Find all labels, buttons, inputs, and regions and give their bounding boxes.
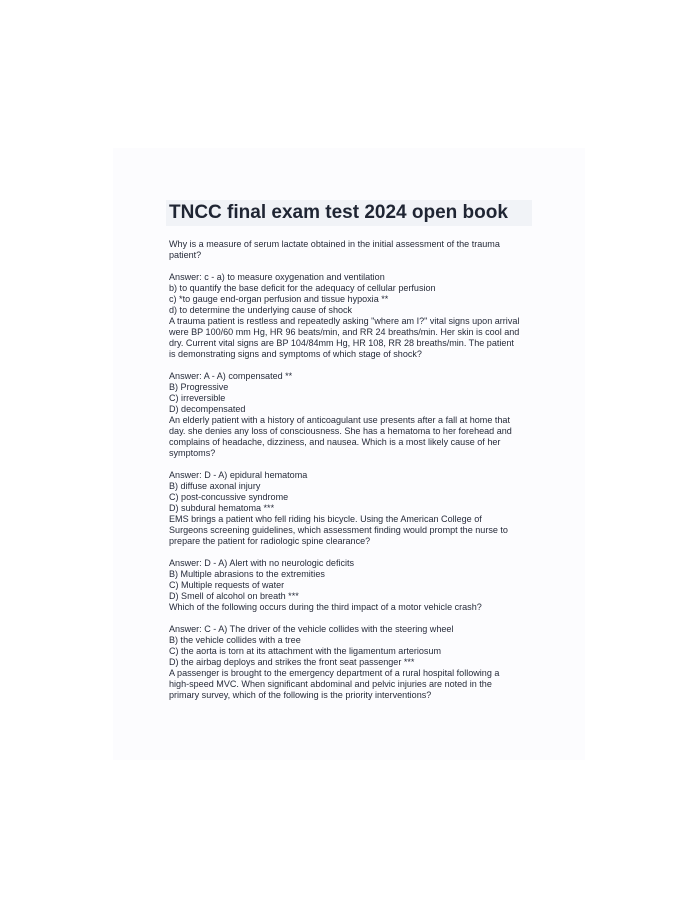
text-line: symptoms? (169, 448, 216, 458)
text-line: high-speed MVC. When significant abdominal and pelvic injuries are noted in the (169, 679, 492, 689)
text-line: C) irreversible (169, 393, 226, 403)
text-line: A passenger is brought to the emergency department of a rural hospital following a (169, 668, 500, 678)
blank-line (169, 547, 541, 558)
blank-line (169, 360, 541, 371)
text-line: Which of the following occurs during the third impact of a motor vehicle crash? (169, 602, 482, 612)
text-line: B) Progressive (169, 382, 229, 392)
text-line: Why is a measure of serum lactate obtained in the initial assessment of the trauma (169, 239, 500, 249)
text-line: d) to determine the underlying cause of shock (169, 305, 353, 315)
text-line: Answer: D - A) Alert with no neurologic deficits (169, 558, 355, 568)
text-line: Answer: c - a) to measure oxygenation and ventilation (169, 272, 385, 282)
text-line: EMS brings a patient who fell riding his bicycle. Using the American College of (169, 514, 482, 524)
text-line: day. she denies any loss of consciousness. She has a hematoma to her forehead and (169, 426, 512, 436)
text-line: c) *to gauge end-organ perfusion and tissue hypoxia ** (169, 294, 389, 304)
text-line: Answer: C - A) The driver of the vehicle collides with the steering wheel (169, 624, 454, 634)
text-line: b) to quantify the base deficit for the adequacy of cellular perfusion (169, 283, 436, 293)
text-line: D) the airbag deploys and strikes the front seat passenger *** (169, 657, 415, 667)
text-line: primary survey, which of the following is the priority interventions? (169, 690, 432, 700)
blank-line (169, 613, 541, 624)
text-line: A trauma patient is restless and repeatedly asking "where am I?" vital signs upon arrival (169, 316, 520, 326)
text-line: C) post-concussive syndrome (169, 492, 289, 502)
text-line: Answer: D - A) epidural hematoma (169, 470, 308, 480)
text-line: C) Multiple requests of water (169, 580, 285, 590)
text-line: An elderly patient with a history of anticoagulant use presents after a fall at home that (169, 415, 510, 425)
document-body (169, 239, 541, 701)
blank-line (169, 459, 541, 470)
text-line: complains of headache, dizziness, and nausea. Which is a most likely cause of her (169, 437, 501, 447)
text-line: C) the aorta is torn at its attachment with the ligamentum arteriosum (169, 646, 442, 656)
text-line: B) the vehicle collides with a tree (169, 635, 301, 645)
text-line: B) diffuse axonal injury (169, 481, 261, 491)
text-line: B) Multiple abrasions to the extremities (169, 569, 325, 579)
text-line: were BP 100/60 mm Hg, HR 96 beats/min, and RR 24 breaths/min. Her skin is cool and (169, 327, 520, 337)
text-line: D) decompensated (169, 404, 246, 414)
text-line: Surgeons screening guidelines, which assessment finding would prompt the nurse to (169, 525, 508, 535)
text-line: is demonstrating signs and symptoms of which stage of shock? (169, 349, 422, 359)
text-line: dry. Current vital signs are BP 104/84mm Hg, HR 108, RR 28 breaths/min. The patient (169, 338, 514, 348)
text-line: D) subdural hematoma *** (169, 503, 275, 513)
text-line: patient? (169, 250, 202, 260)
text-line: D) Smell of alcohol on breath *** (169, 591, 299, 601)
page-title: TNCC final exam test 2024 open book (169, 202, 508, 223)
blank-line (169, 261, 541, 272)
text-line: prepare the patient for radiologic spine clearance? (169, 536, 371, 546)
text-line: Answer: A - A) compensated ** (169, 371, 293, 381)
